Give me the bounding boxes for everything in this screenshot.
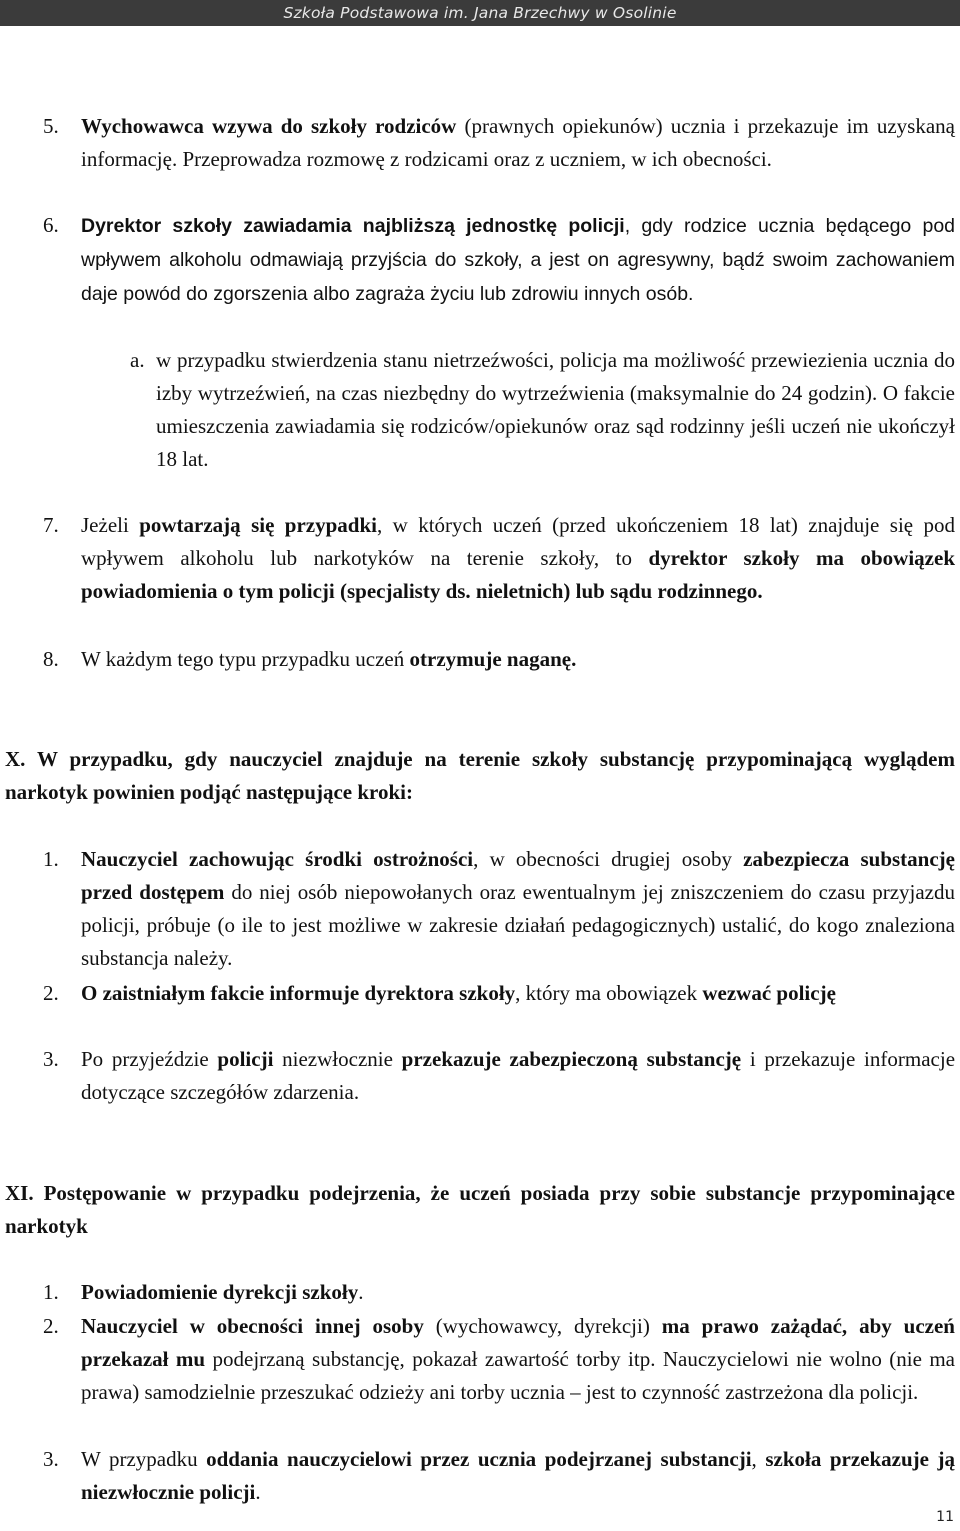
item-bold-text: ma prawo zażądać, aby uczeń przekazał mu <box>81 1314 955 1371</box>
item-text: , gdy rodzice ucznia będącego pod wpływem alkoholu odmawiają przyjścia do szkoły, a jest on agresywny, bądź swoim zachowaniem daje powód do zgorszenia albo zagraża życiu lub zdrowiu innych osób. <box>81 215 956 305</box>
section-xi-item-3 <box>43 1443 956 1509</box>
item-number: 1. <box>43 847 59 871</box>
item-text: niezwłocznie <box>273 1047 402 1071</box>
item-number: 3. <box>43 1047 59 1071</box>
item-bold-text: Nauczyciel zachowując środki ostrożności <box>81 847 474 871</box>
item-bold-text: Powiadomienie dyrekcji szkoły <box>81 1280 359 1304</box>
section-heading-x <box>5 743 955 809</box>
item-text: , który ma obowiązek <box>515 981 703 1005</box>
item-bold-text: dyrektor szkoły ma obowiązek powiadomienia o tym policji (specjalisty ds. nieletnich) lub sądu rodzinnego. <box>81 546 956 603</box>
page-header: Szkoła Podstawowa im. Jana Brzechwy w Osolinie <box>0 0 960 26</box>
item-text: Po przyjeździe <box>81 1047 218 1071</box>
item-text: (wychowawcy, dyrekcji) <box>423 1314 662 1338</box>
item-bold-text: przekazuje zabezpieczoną substancję <box>401 1047 742 1071</box>
section-x-item-1 <box>43 843 955 975</box>
list-item-6 <box>43 209 956 311</box>
item-bold-text: zabezpiecza substancję przed dostępem <box>81 847 955 904</box>
item-text: , w obecności drugiej osoby <box>473 847 744 871</box>
item-bold-text: policji <box>217 1047 274 1071</box>
item-text: podejrzaną substancję, pokazał zawartość torby itp. Nauczycielowi nie wolno (nie ma prawa) samodzielnie przeszukać odzieży ani torby ucznia – jest to czynność zastrzeżona dla policji. <box>81 1347 955 1404</box>
item-text: W przypadku <box>81 1447 207 1471</box>
list-item-8 <box>43 643 955 676</box>
item-bold-text: szkoła przekazuje ją niezwłocznie policji <box>81 1447 956 1504</box>
item-text: (prawnych opiekunów) ucznia i przekazuje im uzyskaną informację. Przeprowadza rozmowę z rodzicami oraz z uczniem, w ich obecności. <box>81 114 955 171</box>
section-x-item-2 <box>43 977 955 1010</box>
item-bold-text: Wychowawca wzywa do szkoły rodziców <box>81 114 457 138</box>
item-number: 2. <box>43 1314 59 1338</box>
item-bold-text: powtarzają się przypadki <box>139 513 377 537</box>
page-number: 11 <box>936 1509 954 1525</box>
item-number: 8. <box>43 647 59 671</box>
item-bold-text: Dyrektor szkoły zawiadamia najbliższą jednostkę policji <box>81 215 625 237</box>
item-bold-text: oddania nauczycielowi przez ucznia podejrzanej substancji <box>206 1447 752 1471</box>
item-text: W każdym tego typu przypadku uczeń <box>81 647 410 671</box>
item-text: , <box>751 1447 766 1471</box>
item-text: i przekazuje informacje dotyczące szczegółów zdarzenia. <box>81 1047 956 1104</box>
item-text: w przypadku stwierdzenia stanu nietrzeźwości, policja ma możliwość przewiezienia ucznia do izby wytrzeźwień, na czas niezbędny do wytrzeźwienia (maksymalnie do 24 godzin). O fakcie umieszczenia zawiadamia się rodziców/opiekunów oraz sąd rodzinny jeśli uczeń nie ukończył 18 lat. <box>156 348 955 471</box>
section-xi-item-2 <box>43 1310 955 1409</box>
item-number: 3. <box>43 1447 59 1471</box>
item-number: a. <box>130 348 145 372</box>
item-text: , w których uczeń (przed ukończeniem 18 lat) znajduje się pod wpływem alkoholu lub narkotyków na terenie szkoły, to <box>81 513 955 570</box>
section-heading-xi <box>5 1177 955 1243</box>
section-x-item-3 <box>43 1043 956 1109</box>
item-bold-text: O zaistniałym fakcie informuje dyrektora szkoły <box>81 981 516 1005</box>
item-bold-text: wezwać policję <box>702 981 836 1005</box>
item-number: 7. <box>43 513 59 537</box>
item-number: 1. <box>43 1280 59 1304</box>
item-bold-text: otrzymuje naganę. <box>409 647 577 671</box>
item-bold-text: Nauczyciel w obecności innej osoby <box>81 1314 424 1338</box>
item-text: Jeżeli <box>81 513 140 537</box>
item-text: do niej osób niepowołanych oraz ewentualnym jej zniszczeniem do czasu przyjazdu policji, próbuje (o ile to jest możliwe w zakresie działań pedagogicznych) ustalić, do kogo znaleziona substancja należy. <box>81 880 955 970</box>
section-xi-item-1 <box>43 1276 955 1309</box>
list-item-7 <box>43 509 956 608</box>
section-title: X. W przypadku, gdy nauczyciel znajduje na terenie szkoły substancję przypominającą wyglądem narkotyk powinien podjąć następujące kroki: <box>5 747 955 804</box>
item-text: . <box>358 1280 364 1304</box>
list-item-5 <box>43 110 955 176</box>
item-number: 6. <box>43 213 59 237</box>
list-subitem-6a <box>130 344 955 476</box>
item-number: 2. <box>43 981 59 1005</box>
item-number: 5. <box>43 114 59 138</box>
section-title: XI. Postępowanie w przypadku podejrzenia, że uczeń posiada przy sobie substancje przypominające narkotyk <box>5 1181 955 1238</box>
item-text: . <box>255 1480 261 1504</box>
